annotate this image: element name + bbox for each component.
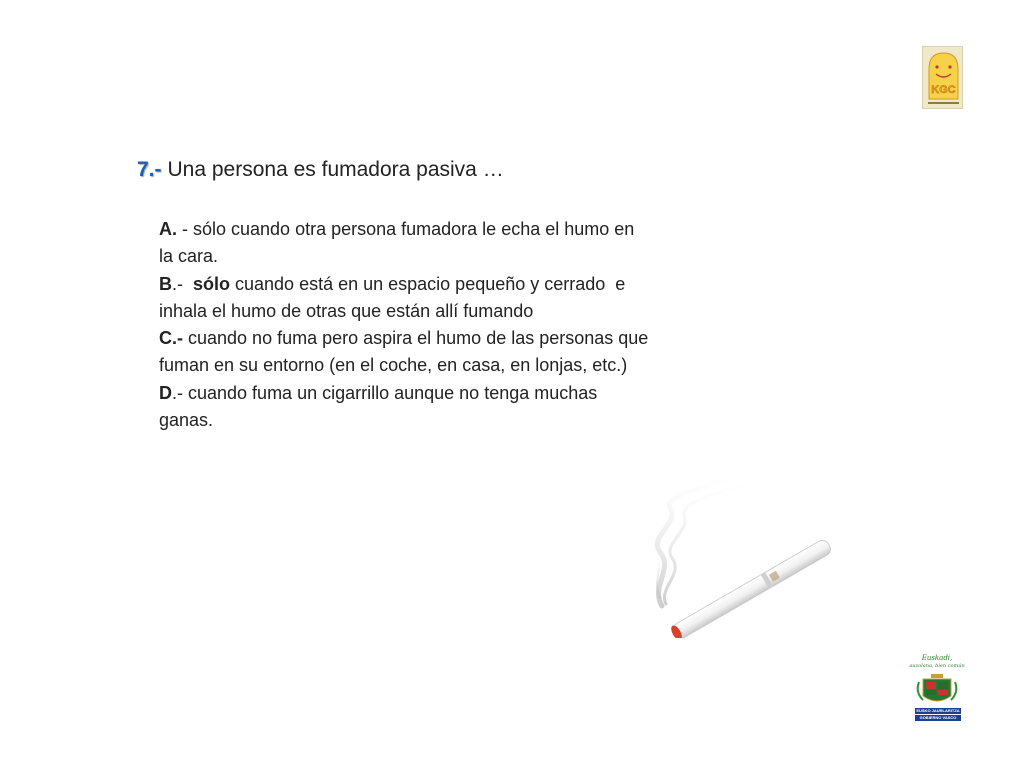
- answer-list: [159, 216, 649, 434]
- answer-b-letter: B: [159, 273, 172, 294]
- kgc-logo-graphic: [923, 47, 964, 110]
- kgc-logo-text: KGC: [931, 84, 956, 96]
- answer-d-letter: D: [159, 382, 172, 403]
- answer-c: [159, 325, 649, 380]
- gov-banner-line1: EUSKO JAURLARITZA: [916, 708, 960, 713]
- gov-banner-line2: GOBIERNO VASCO: [915, 715, 961, 721]
- answer-d-text: .- cuando fuma un cigarrillo aunque no tenga muchas ganas.: [159, 382, 598, 431]
- question-heading: [137, 156, 657, 184]
- answer-a: [159, 216, 649, 271]
- answer-c-letter: C.-: [159, 328, 183, 349]
- answer-c-text: cuando no fuma pero aspira el humo de las personas que fuman en su entorno (en el coche, en casa, en lonjas, etc.): [159, 328, 649, 376]
- question-text: Una persona es fumadora pasiva …: [167, 158, 504, 181]
- answer-b-text: cuando está en un espacio pequeño y cerrado e inhala el humo de otras que están allí fumando: [159, 273, 631, 321]
- kgc-logo: [922, 46, 963, 109]
- gov-slogan-line1: Euskadi,: [921, 654, 953, 662]
- cigarette-illustration: [640, 478, 840, 638]
- answer-d: [159, 380, 649, 435]
- answer-b: [159, 271, 649, 326]
- smoke-wisp: [664, 484, 750, 604]
- answer-a-text: - sólo cuando otra persona fumadora le echa el humo en la cara.: [159, 219, 635, 267]
- answer-b-separator: .-: [172, 273, 193, 294]
- basque-government-logo: [905, 652, 969, 722]
- answer-a-letter: A.: [159, 219, 177, 239]
- gov-slogan-line2: auzolana, bien común: [909, 663, 965, 669]
- question-number: 7.-: [137, 158, 162, 181]
- answer-b-emphasis: sólo: [193, 273, 231, 294]
